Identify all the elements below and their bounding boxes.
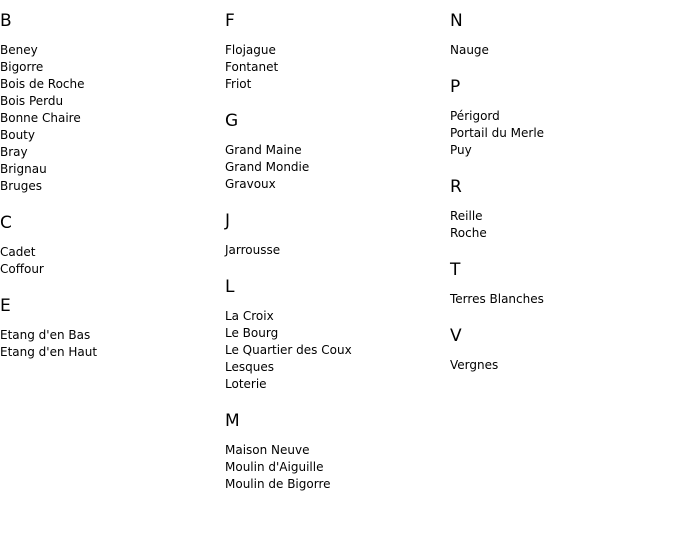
letter-heading: T [450, 260, 461, 280]
place-link[interactable]: Moulin d'Aiguille [225, 460, 324, 474]
place-link[interactable]: Beney [0, 43, 38, 57]
place-link[interactable]: Bois Perdu [0, 94, 64, 108]
letter-heading: G [225, 111, 239, 131]
place-link[interactable]: Grand Maine [225, 143, 302, 157]
place-link[interactable]: Reille [450, 209, 483, 223]
letter-group-r [450, 176, 670, 242]
place-link[interactable]: Maison Neuve [225, 443, 310, 457]
place-link[interactable]: Le Quartier des Coux [225, 343, 352, 357]
letter-heading: B [0, 11, 12, 31]
place-link[interactable]: Puy [450, 143, 472, 157]
place-link[interactable]: Bouty [0, 128, 35, 142]
place-link[interactable]: Jarrousse [225, 243, 281, 257]
place-link[interactable]: Gravoux [225, 177, 276, 191]
letter-group-e [0, 295, 220, 361]
letter-heading: M [225, 411, 240, 431]
letter-group-p [450, 76, 670, 159]
place-link[interactable]: Nauge [450, 43, 489, 57]
letter-heading: L [225, 277, 235, 297]
letter-heading: J [225, 211, 231, 231]
place-link[interactable]: Friot [225, 77, 252, 91]
place-link[interactable]: Flojague [225, 43, 276, 57]
letter-heading: V [450, 326, 462, 346]
index-column-1 [0, 10, 220, 378]
place-link[interactable]: Bruges [0, 179, 43, 193]
letter-group-g [225, 110, 445, 193]
letter-heading: E [0, 296, 11, 316]
letter-group-t [450, 259, 670, 308]
place-link[interactable]: Portail du Merle [450, 126, 545, 140]
place-link[interactable]: Loterie [225, 377, 267, 391]
letter-group-f [225, 10, 445, 93]
place-link[interactable]: Coffour [0, 262, 44, 276]
letter-group-l [225, 276, 445, 393]
letter-heading: C [0, 213, 12, 233]
place-link[interactable]: Vergnes [450, 358, 499, 372]
place-link[interactable]: Moulin de Bigorre [225, 477, 331, 491]
place-link[interactable]: Brignau [0, 162, 47, 176]
place-link[interactable]: Bois de Roche [0, 77, 85, 91]
place-link[interactable]: Grand Mondie [225, 160, 310, 174]
place-link[interactable]: Bonne Chaire [0, 111, 81, 125]
place-link[interactable]: Le Bourg [225, 326, 279, 340]
index-column-3 [450, 10, 670, 391]
place-link[interactable]: Périgord [450, 109, 500, 123]
letter-group-j [225, 210, 445, 259]
place-link[interactable]: Etang d'en Bas [0, 328, 91, 342]
place-link[interactable]: Bray [0, 145, 28, 159]
letter-group-b [0, 10, 220, 195]
place-link[interactable]: Etang d'en Haut [0, 345, 98, 359]
place-link[interactable]: Bigorre [0, 60, 44, 74]
letter-group-v [450, 325, 670, 374]
letter-group-m [225, 410, 445, 493]
letter-group-c [0, 212, 220, 278]
letter-group-n [450, 10, 670, 59]
index-column-2 [225, 10, 445, 510]
letter-heading: F [225, 11, 235, 31]
place-link[interactable]: La Croix [225, 309, 274, 323]
place-link[interactable]: Terres Blanches [450, 292, 544, 306]
place-link[interactable]: Roche [450, 226, 487, 240]
letter-heading: N [450, 11, 463, 31]
place-link[interactable]: Lesques [225, 360, 274, 374]
place-link[interactable]: Fontanet [225, 60, 279, 74]
place-link[interactable]: Cadet [0, 245, 36, 259]
letter-heading: R [450, 177, 462, 197]
letter-heading: P [450, 77, 461, 97]
